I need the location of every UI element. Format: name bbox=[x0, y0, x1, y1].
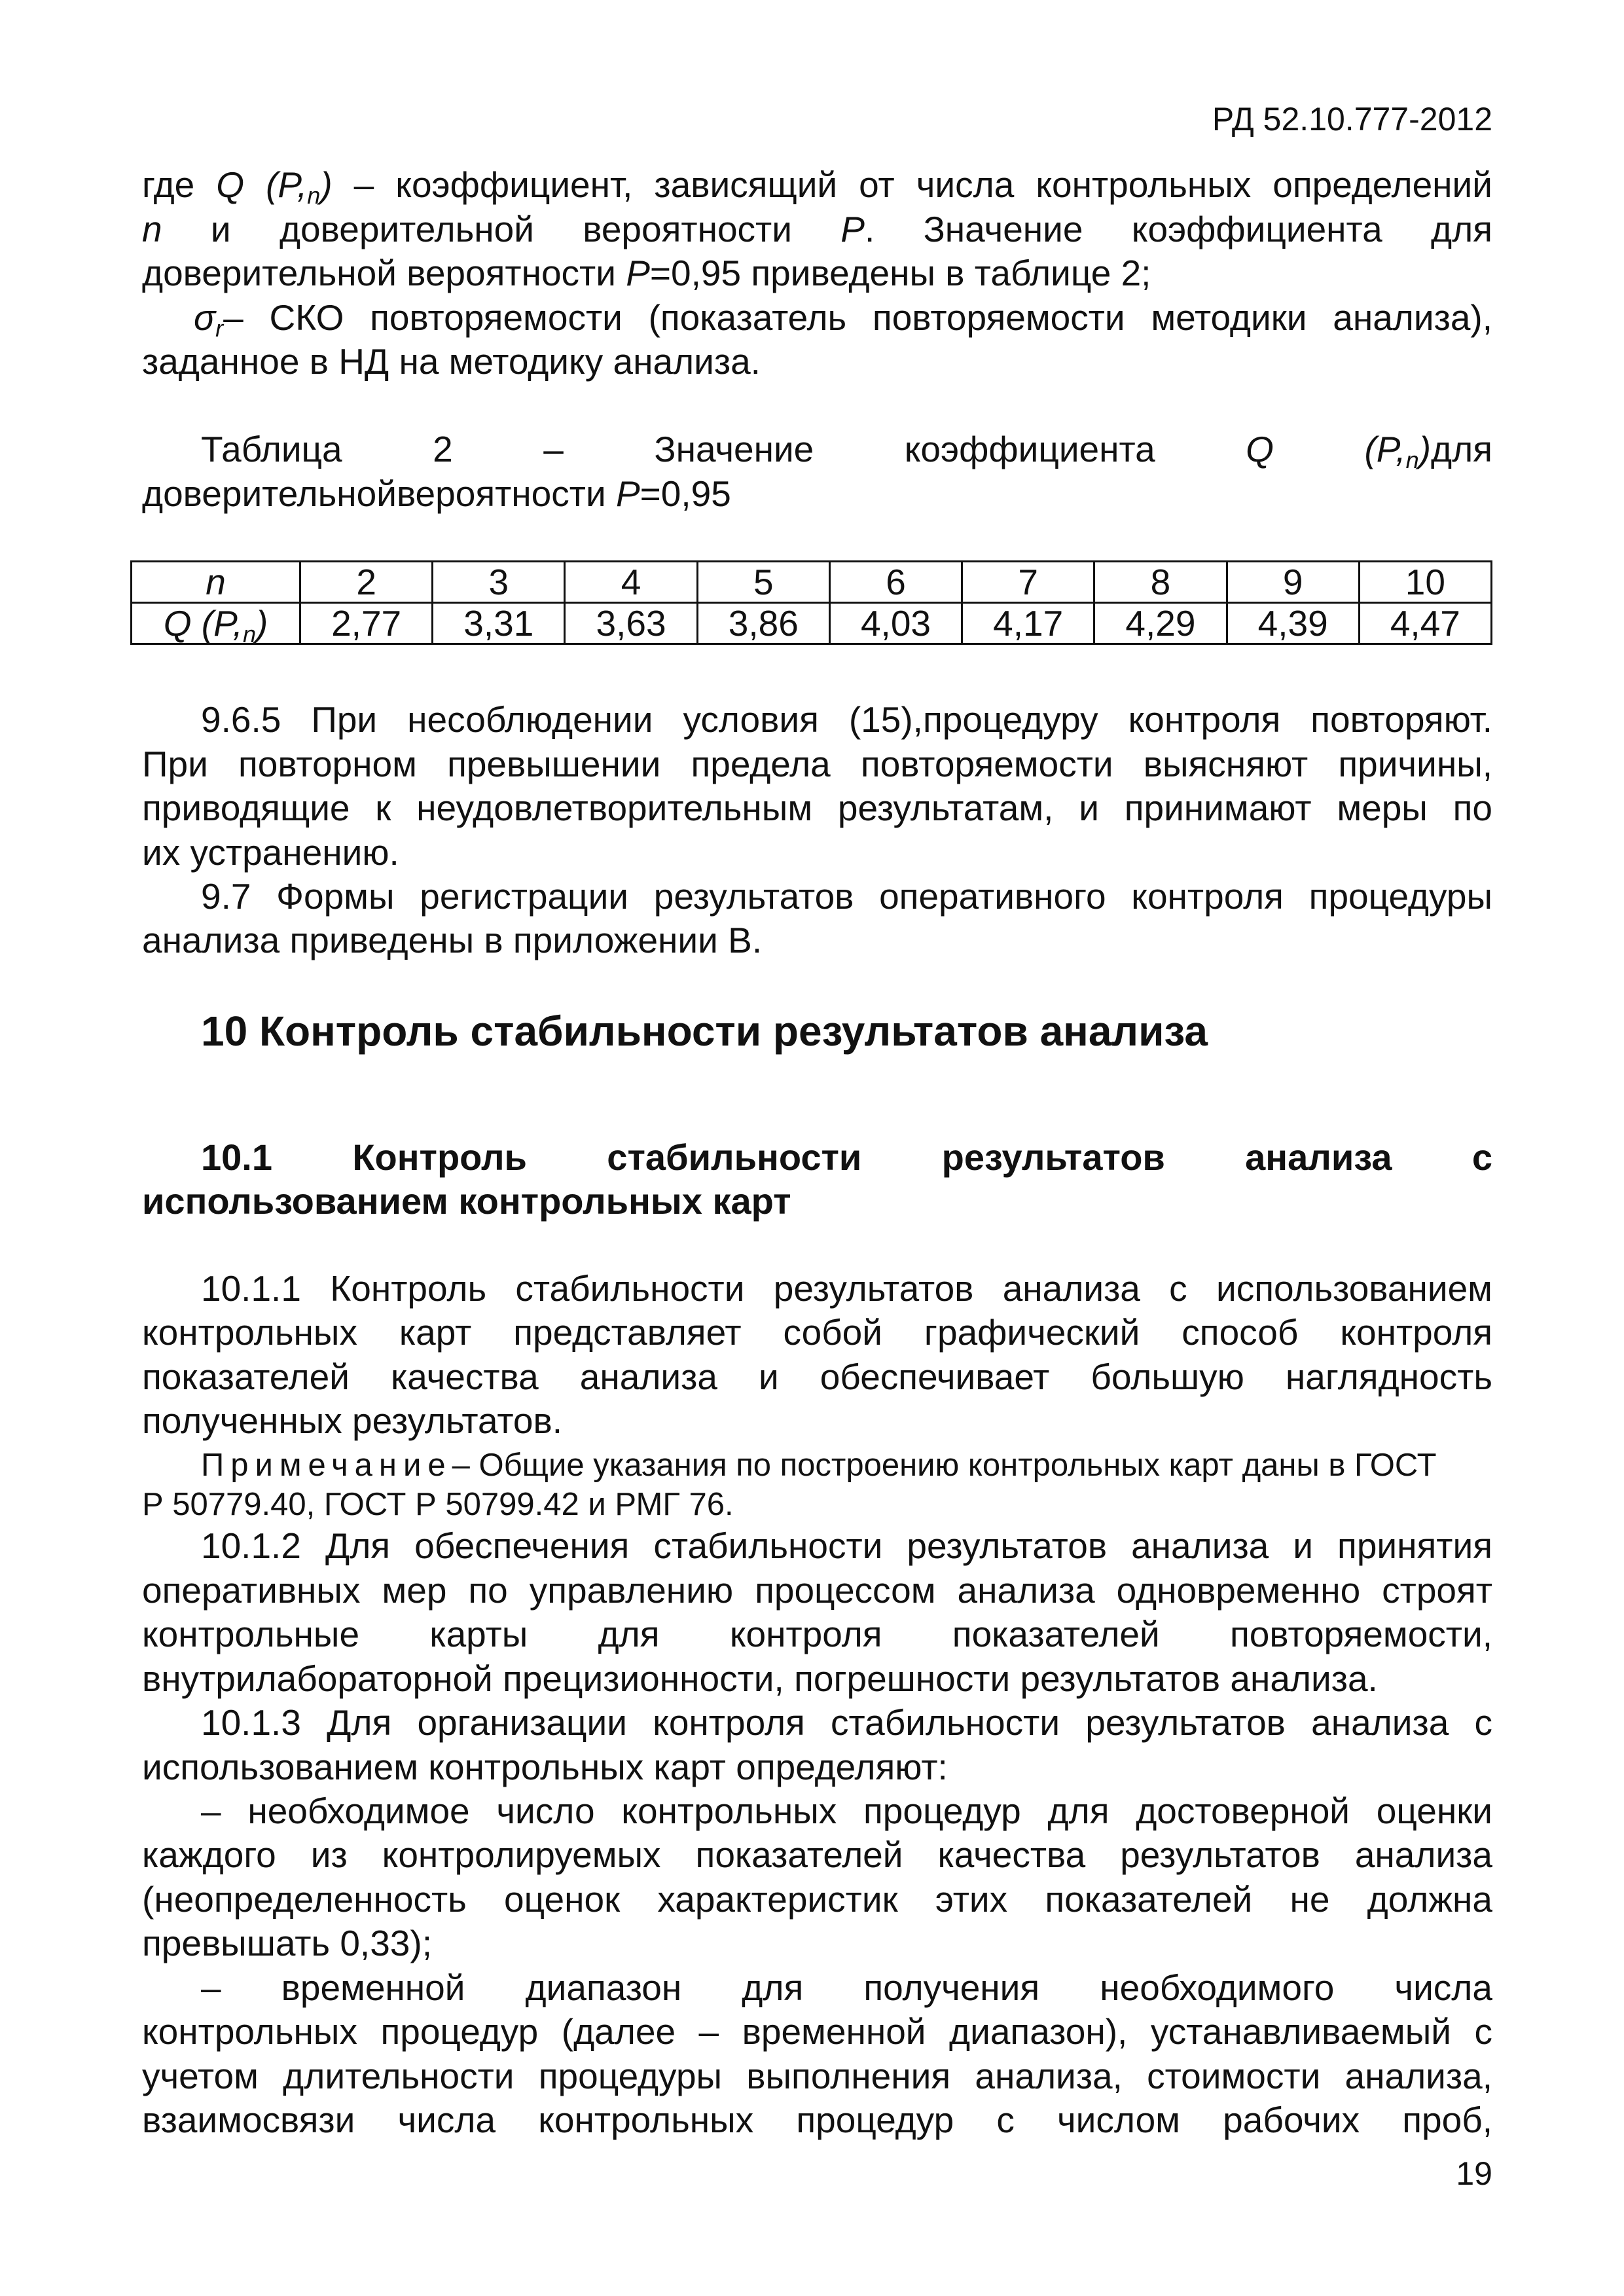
para-sigma-line-1: $\sigma_r-$ СКО повторяемости (показатель повторяемости методики анализа), bbox=[194, 297, 1492, 342]
table-caption-line-1: Таблица 2 – Значение коэффициента Q $(P,_n)для$ bbox=[201, 429, 1492, 473]
table-cell-label-n: n bbox=[132, 562, 300, 603]
bullet-1-line-1: – необходимое число контрольных процедур для достоверной оценки bbox=[201, 1791, 1492, 1831]
para-sigma-line-2: заданное в НД на методику анализа. bbox=[142, 341, 761, 382]
table-cell: 3,86 bbox=[697, 603, 829, 644]
table-cell: 10 bbox=[1359, 562, 1491, 603]
sec-10-1-2-line-3: контрольные карты для контроля показателей повторяемости, bbox=[142, 1614, 1492, 1654]
sec-9-6-5-line-3: приводящие к неудовлетворительным результатам, и принимают меры по bbox=[142, 788, 1492, 828]
table-cell: 4,17 bbox=[962, 603, 1094, 644]
table-cell: 7 bbox=[962, 562, 1094, 603]
bullet-2-line-1: – временной диапазон для получения необходимого числа bbox=[201, 1967, 1492, 2008]
table-row-n bbox=[132, 562, 1492, 603]
bullet-1-line-4: превышать 0,33); bbox=[142, 1923, 432, 1963]
sec-10-1-2-line-4: внутрилабораторной прецизионности, погрешности результатов анализа. bbox=[142, 1658, 1378, 1699]
para-where-line-1: где Q $(P,_n)$ – коэффициент, зависящий от числа контрольных определений bbox=[142, 164, 1492, 209]
table-cell: 4 bbox=[565, 562, 697, 603]
table-cell: 6 bbox=[829, 562, 962, 603]
para-where-line-2: n и доверительной вероятности P. Значение коэффициента для bbox=[142, 209, 1492, 249]
sec-10-1-1-line-1: 10.1.1 Контроль стабильности результатов анализа с использованием bbox=[201, 1268, 1492, 1309]
table-cell: 2,77 bbox=[300, 603, 433, 644]
coefficient-table bbox=[130, 560, 1492, 645]
page-number: 19 bbox=[1456, 2155, 1492, 2192]
table-cell: 4,47 bbox=[1359, 603, 1491, 644]
table-cell: 3 bbox=[433, 562, 565, 603]
section-10-1-heading-line-2: использованием контрольных карт bbox=[142, 1180, 791, 1222]
table-cell: 4,03 bbox=[829, 603, 962, 644]
note-label: Примечание bbox=[201, 1448, 452, 1483]
note-line-1: Примечание– Общие указания по построению контрольных карт даны в ГОСТ bbox=[201, 1448, 1437, 1483]
sec-10-1-2-line-2: оперативных мер по управлению процессом анализа одновременно строят bbox=[142, 1570, 1492, 1611]
table-cell: 4,29 bbox=[1094, 603, 1227, 644]
sec-9-6-5-line-2: При повторном превышении предела повторяемости выясняют причины, bbox=[142, 744, 1492, 784]
sec-10-1-1-line-2: контрольных карт представляет собой графический способ контроля bbox=[142, 1312, 1492, 1353]
sec-10-1-3-line-2: использованием контрольных карт определяют: bbox=[142, 1747, 948, 1787]
table-cell: 9 bbox=[1227, 562, 1359, 603]
bullet-2-line-3: учетом длительности процедуры выполнения анализа, стоимости анализа, bbox=[142, 2056, 1492, 2096]
table-row-q bbox=[132, 603, 1492, 644]
section-10-1-heading-line-1: 10.1 Контроль стабильности результатов анализа с bbox=[201, 1137, 1492, 1178]
sec-10-1-3-line-1: 10.1.3 Для организации контроля стабильности результатов анализа с bbox=[201, 1702, 1492, 1743]
table-cell: 3,31 bbox=[433, 603, 565, 644]
sec-10-1-2-line-1: 10.1.2 Для обеспечения стабильности результатов анализа и принятия bbox=[201, 1525, 1492, 1566]
table-caption-line-2: доверительнойвероятности P=0,95 bbox=[142, 473, 731, 514]
sec-9-6-5-line-4: их устранению. bbox=[142, 832, 399, 873]
bullet-2-line-2: контрольных процедур (далее – временной диапазон), устанавливаемый с bbox=[142, 2011, 1492, 2052]
table-cell: 4,39 bbox=[1227, 603, 1359, 644]
table-cell: 3,63 bbox=[565, 603, 697, 644]
bullet-2-line-4: взаимосвязи числа контрольных процедур с числом рабочих проб, bbox=[142, 2100, 1492, 2140]
sec-9-6-5-line-1: 9.6.5 При несоблюдении условия (15),процедуру контроля повторяют. bbox=[201, 699, 1492, 740]
bullet-1-line-3: (неопределенность оценок характеристик этих показателей не должна bbox=[142, 1879, 1492, 1920]
sec-9-7-line-1: 9.7 Формы регистрации результатов оперативного контроля процедуры bbox=[201, 876, 1492, 917]
bullet-1-line-2: каждого из контролируемых показателей качества результатов анализа bbox=[142, 1834, 1492, 1875]
sec-10-1-1-line-3: показателей качества анализа и обеспечивает большую наглядность bbox=[142, 1357, 1492, 1397]
note-line-2: Р 50779.40, ГОСТ Р 50799.42 и РМГ 76. bbox=[142, 1487, 734, 1522]
table-cell: 8 bbox=[1094, 562, 1227, 603]
para-where-line-3: доверительной вероятности P=0,95 приведены в таблице 2; bbox=[142, 253, 1151, 293]
section-10-heading: 10 Контроль стабильности результатов анализа bbox=[201, 1008, 1208, 1055]
table-cell-label-q: Q $(P,_n)$ bbox=[132, 603, 300, 644]
document-code: РД 52.10.777-2012 bbox=[1212, 101, 1492, 137]
sec-9-7-line-2: анализа приведены в приложении В. bbox=[142, 920, 763, 960]
table-cell: 5 bbox=[697, 562, 829, 603]
table-cell: 2 bbox=[300, 562, 433, 603]
sec-10-1-1-line-4: полученных результатов. bbox=[142, 1400, 562, 1441]
